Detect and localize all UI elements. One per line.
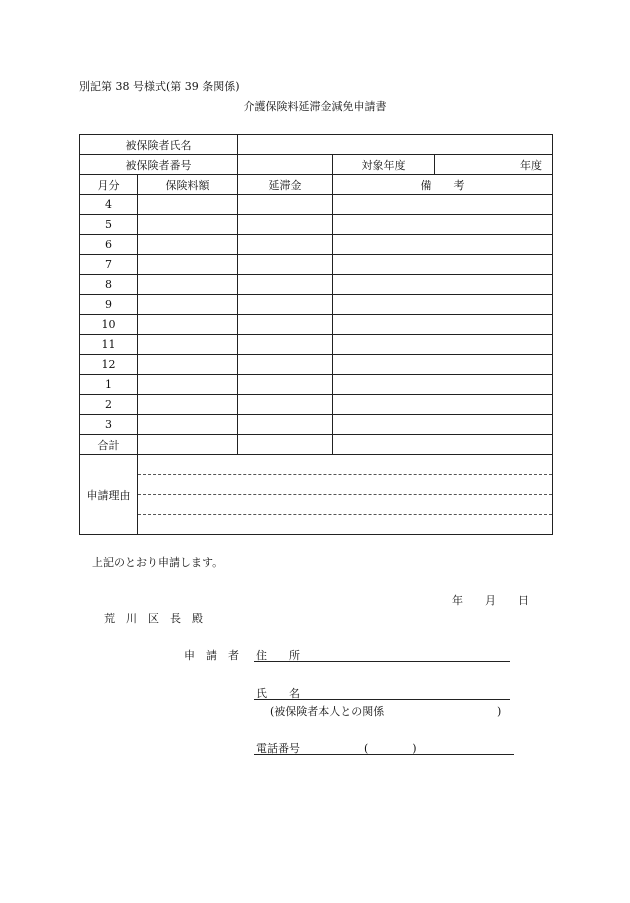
month-label: 2 [80,395,138,415]
insured-number-label: 被保険者番号 [80,155,238,175]
address-field[interactable] [254,649,510,662]
month-row [80,355,553,375]
addressee: 荒 川 区 長 殿 [104,612,203,625]
month-row [80,315,553,335]
premium-cell[interactable] [138,195,238,215]
month-label: 3 [80,415,138,435]
phone-field[interactable] [254,742,514,755]
col-premium-header: 保険料額 [138,175,238,195]
month-label: 1 [80,375,138,395]
late-fee-cell[interactable] [238,335,333,355]
remarks-cell[interactable] [333,395,553,415]
late-fee-cell[interactable] [238,415,333,435]
remarks-cell[interactable] [333,195,553,215]
month-label: 10 [80,315,138,335]
late-fee-cell[interactable] [238,195,333,215]
applicant-label: 申 請 者 [184,649,239,662]
insured-name-field[interactable] [238,135,553,155]
month-label: 8 [80,275,138,295]
month-label: 6 [80,235,138,255]
col-month-header: 月分 [80,175,138,195]
name-field[interactable] [254,687,510,700]
application-table [79,134,553,535]
column-header-row [80,175,553,195]
premium-cell[interactable] [138,415,238,435]
month-row [80,415,553,435]
name-label: 氏 名 [256,687,300,700]
document-title: 介護保険料延滞金減免申請書 [243,100,387,113]
late-fee-cell[interactable] [238,235,333,255]
month-row [80,275,553,295]
late-fee-cell[interactable] [238,275,333,295]
reason-dotted-line [138,474,552,475]
premium-cell[interactable] [138,295,238,315]
relation-label: (被保険者本人との関係 [270,705,385,718]
month-label: 7 [80,255,138,275]
phone-paren: ( ) [364,742,417,755]
premium-cell[interactable] [138,215,238,235]
relation-close-paren: ) [497,705,502,718]
month-row [80,255,553,275]
premium-cell[interactable] [138,355,238,375]
col-late-fee-header: 延滞金 [238,175,333,195]
premium-cell[interactable] [138,275,238,295]
month-label: 12 [80,355,138,375]
month-row [80,335,553,355]
remarks-cell[interactable] [333,215,553,235]
premium-cell[interactable] [138,255,238,275]
reason-field[interactable] [138,455,553,535]
reason-dotted-line [138,494,552,495]
remarks-cell[interactable] [333,355,553,375]
address-label: 住 所 [256,649,300,662]
month-row [80,215,553,235]
premium-cell[interactable] [138,375,238,395]
late-fee-cell[interactable] [238,295,333,315]
application-statement: 上記のとおり申請します。 [92,556,224,569]
insured-number-field[interactable] [238,155,333,175]
col-remarks-header: 備 考 [333,175,553,195]
month-row [80,295,553,315]
target-year-field[interactable]: 年度 [435,155,553,175]
total-row [80,435,553,455]
late-fee-cell[interactable] [238,375,333,395]
month-row [80,395,553,415]
month-row [80,195,553,215]
remarks-cell[interactable] [333,255,553,275]
late-fee-cell[interactable] [238,395,333,415]
month-label: 9 [80,295,138,315]
late-fee-cell[interactable] [238,355,333,375]
remarks-cell[interactable] [333,415,553,435]
remarks-cell[interactable] [333,375,553,395]
month-label: 5 [80,215,138,235]
month-label: 4 [80,195,138,215]
premium-cell[interactable] [138,235,238,255]
premium-cell[interactable] [138,315,238,335]
phone-label: 電話番号 [256,742,300,755]
insured-number-row [80,155,553,175]
month-row [80,235,553,255]
total-late-fee-cell[interactable] [238,435,333,455]
total-remarks-cell[interactable] [333,435,553,455]
month-row [80,375,553,395]
remarks-cell[interactable] [333,275,553,295]
remarks-cell[interactable] [333,315,553,335]
premium-cell[interactable] [138,395,238,415]
reason-row [80,455,553,535]
late-fee-cell[interactable] [238,315,333,335]
insured-name-label: 被保険者氏名 [80,135,238,155]
remarks-cell[interactable] [333,335,553,355]
target-year-label: 対象年度 [333,155,435,175]
total-premium-cell[interactable] [138,435,238,455]
late-fee-cell[interactable] [238,215,333,235]
remarks-cell[interactable] [333,235,553,255]
reason-dotted-line [138,514,552,515]
total-label: 合計 [80,435,138,455]
reason-label: 申請理由 [80,455,138,535]
form-reference: 別記第 38 号様式(第 39 条関係) [79,80,240,93]
premium-cell[interactable] [138,335,238,355]
insured-name-row [80,135,553,155]
date-line[interactable]: 年 月 日 [452,594,529,607]
remarks-cell[interactable] [333,295,553,315]
late-fee-cell[interactable] [238,255,333,275]
month-label: 11 [80,335,138,355]
